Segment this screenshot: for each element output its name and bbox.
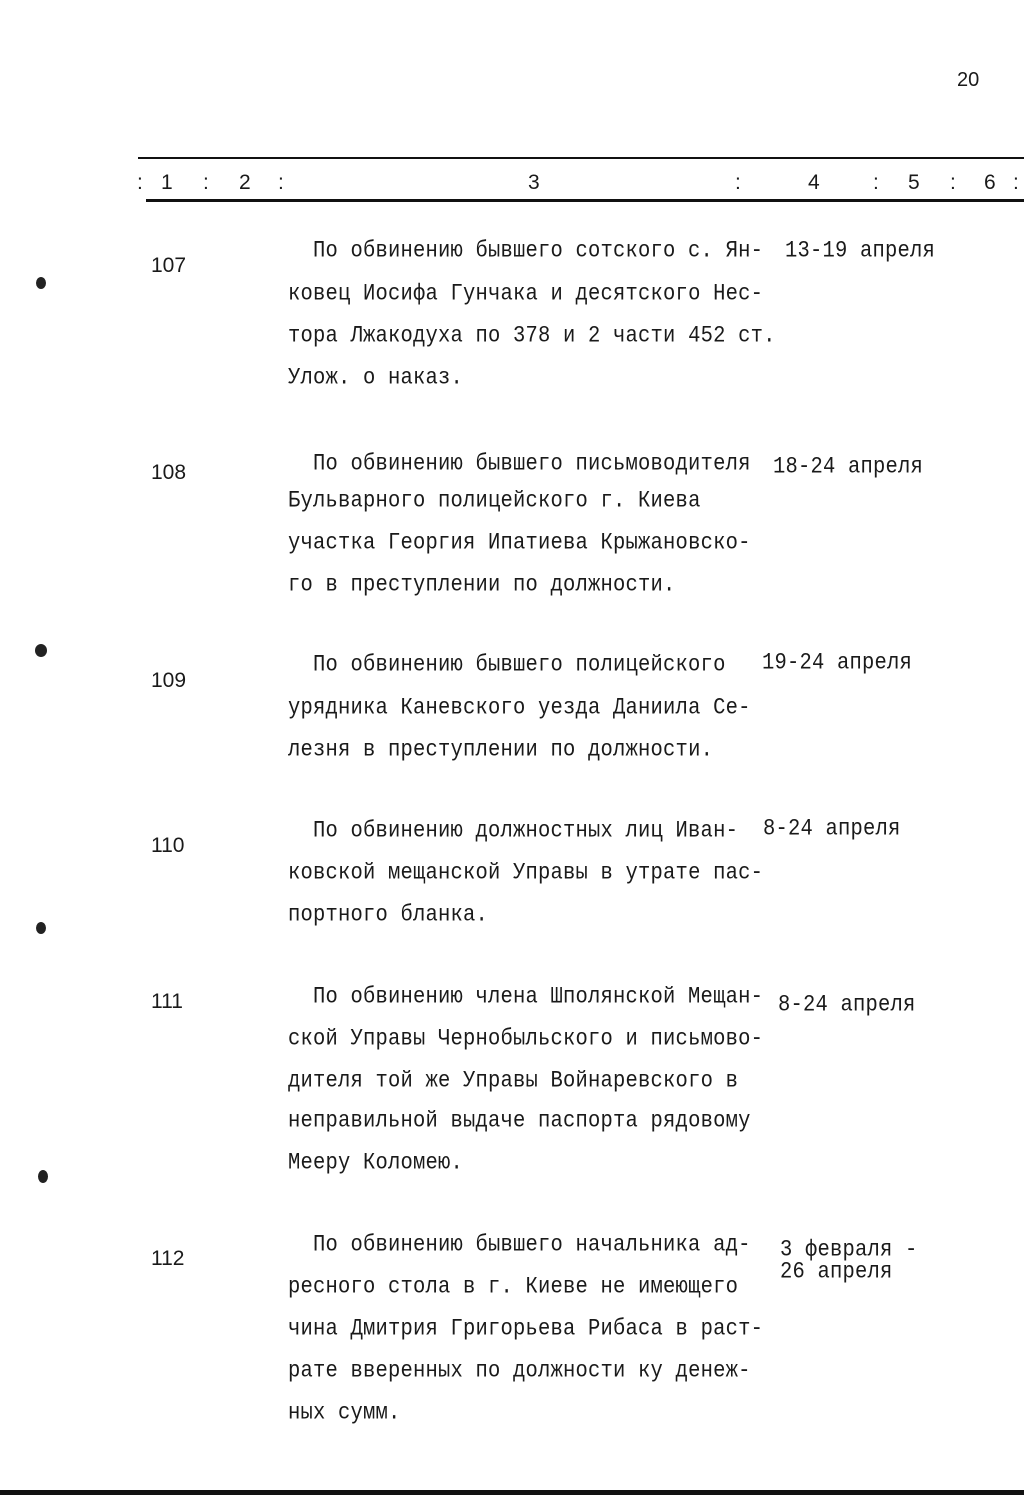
entry-description-line: По обвинению должностных лиц Иван- — [313, 818, 739, 845]
column-separator: : — [278, 171, 284, 194]
entry-description-line: го в преступлении по должности. — [288, 572, 676, 599]
column-separator: : — [203, 171, 209, 194]
entry-number: 108 — [151, 461, 187, 484]
column-separator: : — [873, 171, 879, 194]
column-header-6: 6 — [984, 171, 996, 194]
header-bottom-rule — [146, 199, 1024, 202]
bottom-rule — [0, 1490, 1024, 1495]
entry-description-line: рате вверенных по должности ку денеж- — [288, 1358, 751, 1385]
entry-description-line: Улож. о наказ. — [288, 365, 464, 392]
header-top-rule — [138, 157, 1024, 159]
column-separator: : — [735, 171, 741, 194]
binding-hole-mark — [36, 277, 46, 289]
entry-date: 8-24 апреля — [763, 816, 901, 843]
entry-description-line: ковец Иосифа Гунчака и десятского Нес- — [288, 281, 764, 308]
column-header-3: 3 — [528, 171, 540, 194]
entry-description-line: портного бланка. — [288, 902, 489, 929]
entry-description-line: По обвинению бывшего письмоводителя — [313, 451, 751, 478]
entry-date: 13-19 апреля — [785, 238, 936, 265]
entry-description-line: ской Управы Чернобыльского и письмово- — [288, 1026, 764, 1053]
entry-description-line: По обвинению члена Шполянской Мещан- — [313, 984, 764, 1011]
entry-description-line: неправильной выдаче паспорта рядовому — [288, 1108, 751, 1135]
entry-description-line: ных сумм. — [288, 1400, 401, 1427]
entry-description-line: Бульварного полицейского г. Киева — [288, 488, 701, 515]
column-header-1: 1 — [161, 171, 173, 194]
entry-description-line: участка Георгия Ипатиева Крыжановско- — [288, 530, 751, 557]
entry-date: 19-24 апреля — [762, 650, 913, 677]
binding-hole-mark — [35, 644, 47, 657]
column-header-5: 5 — [908, 171, 920, 194]
column-separator: : — [950, 171, 956, 194]
entry-description-line: ковской мещанской Управы в утрате пас- — [288, 860, 764, 887]
entry-description-line: чина Дмитрия Григорьева Рибаса в раст- — [288, 1316, 764, 1343]
entry-description-line: ресного стола в г. Киеве не имеющего — [288, 1274, 739, 1301]
entry-number: 110 — [151, 834, 185, 857]
entry-date: 8-24 апреля — [778, 992, 916, 1019]
entry-description-line: По обвинению бывшего начальника ад- — [313, 1232, 751, 1259]
entry-number: 111 — [151, 990, 183, 1013]
column-header-2: 2 — [239, 171, 251, 194]
entry-description-line: По обвинению бывшего сотского с. Ян- — [313, 238, 764, 265]
entry-description-line: урядника Каневского уезда Даниила Се- — [288, 695, 751, 722]
entry-description-line: дителя той же Управы Войнаревского в — [288, 1068, 739, 1095]
binding-hole-mark — [38, 1170, 48, 1183]
entry-date: 26 апреля — [780, 1259, 893, 1286]
entry-description-line: Мееру Коломею. — [288, 1150, 464, 1177]
binding-hole-mark — [36, 922, 46, 934]
entry-date: 18-24 апреля — [773, 454, 924, 481]
entry-date: 3 февраля - — [780, 1237, 918, 1264]
entry-description-line: По обвинению бывшего полицейского — [313, 652, 726, 679]
entry-number: 107 — [151, 254, 187, 277]
entry-description-line: тора Лжакодуха по 378 и 2 части 452 ст. — [288, 323, 776, 350]
entry-description-line: лезня в преступлении по должности. — [288, 737, 714, 764]
entry-number: 109 — [151, 669, 187, 692]
column-separator: : — [1013, 171, 1019, 194]
entry-number: 112 — [151, 1247, 185, 1270]
column-header-4: 4 — [808, 171, 820, 194]
page-number: 20 — [957, 69, 980, 91]
column-separator: : — [137, 171, 143, 194]
